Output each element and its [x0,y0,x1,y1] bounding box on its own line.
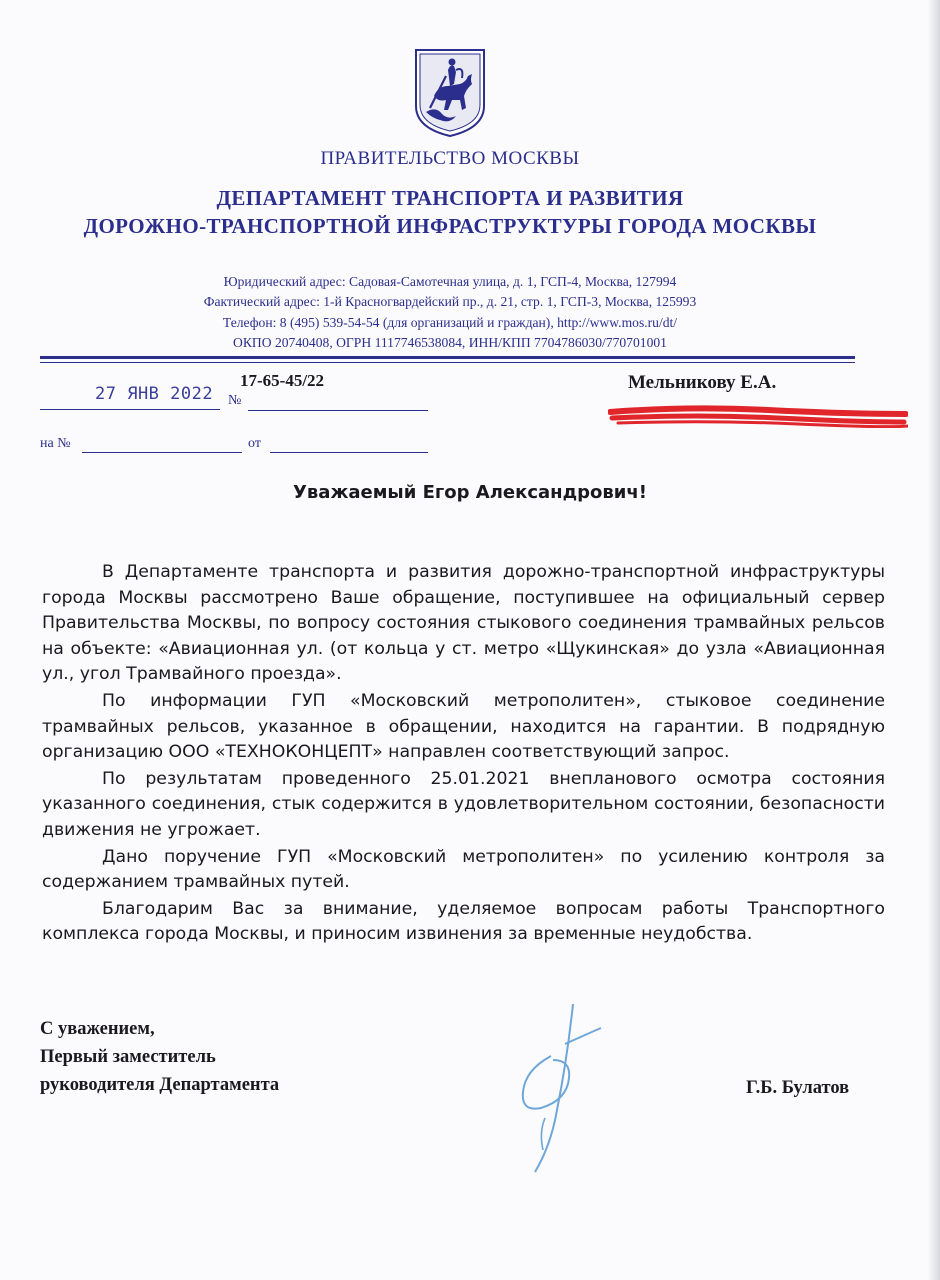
signatory-name: Г.Б. Булатов [746,1078,850,1098]
from-underline [270,452,428,453]
reference-underline [82,452,242,453]
body-paragraph: Дано поручение ГУП «Московский метрополитен» по усилению контроля за содержанием трамвайных путей. [42,846,885,893]
registry-codes: ОКПО 20740408, ОГРН 1117746538084, ИНН/КПП 7704786030/770701001 [233,335,667,350]
date-underline [40,409,220,410]
department-name-line-2: ДОРОЖНО-ТРАНСПОРТНОЙ ИНФРАСТРУКТУРЫ ГОРОДА МОСКВЫ [83,214,817,238]
closing-line: С уважением, [40,1019,155,1039]
body-paragraph: Благодарим Вас за внимание, уделяемое вопросам работы Транспортного комплекса города Москвы, и приносим извинения за временные неудобства. [42,898,885,945]
from-label: от [248,436,261,451]
number-underline [248,410,428,411]
department-name-line-1: ДЕПАРТАМЕНТ ТРАНСПОРТА И РАЗВИТИЯ [216,186,684,210]
handwritten-signature [505,1000,615,1180]
header-rule-thin [40,362,855,363]
registration-number: 17-65-45/22 [240,371,325,390]
recipient-name: Мельникову Е.А. [628,372,777,393]
position-line-2: руководителя Департамента [40,1075,280,1095]
body-paragraph: В Департаменте транспорта и развития дорожно-транспортной инфраструктуры города Москвы рассмотрено Ваше обращение, поступившее на официальный сервер Правительства Москвы, по вопросу состояния стыкового соединения трамвайных рельсов на объекте: «Авиационная ул. (от кольца у ст. метро «Щукинская» до узла «Авиационная ул., угол Трамвайного проезда». [42,562,885,685]
letter-body [42,560,885,949]
legal-address: Юридический адрес: Садовая-Самотечная улица, д. 1, ГСП-4, Москва, 127994 [223,274,677,289]
body-paragraph: По результатам проведенного 25.01.2021 внепланового осмотра состояния указанного соединения, стык содержится в удовлетворительном состоянии, безопасности движения не угрожает. [42,768,885,840]
body-paragraph: По информации ГУП «Московский метрополитен», стыковое соединение трамвайных рельсов, указанное в обращении, находится на гарантии. В подрядную организацию ООО «ТЕХНОКОНЦЕПТ» направлен соответствующий запрос. [42,690,885,763]
reference-label: на № [40,436,71,451]
page-edge-shadow [928,0,940,1280]
phone-line: Телефон: 8 (495) 539-54-54 (для организаций и граждан), http://www.mos.ru/dt/ [222,315,678,330]
government-name: ПРАВИТЕЛЬСТВО МОСКВЫ [320,148,580,169]
greeting: Уважаемый Егор Александрович! [293,482,647,503]
date-stamp: 27 ЯНВ 2022 [95,384,214,404]
signature-block [40,1015,279,1099]
position-line-1: Первый заместитель [40,1047,216,1067]
moscow-coat-of-arms-icon [412,46,488,138]
actual-address: Фактический адрес: 1-й Красногвардейский пр., д. 21, стр. 1, ГСП-3, Москва, 125993 [203,294,697,309]
number-label: № [228,393,242,408]
header-rule-thick [40,356,855,359]
redaction-mark [608,404,908,428]
